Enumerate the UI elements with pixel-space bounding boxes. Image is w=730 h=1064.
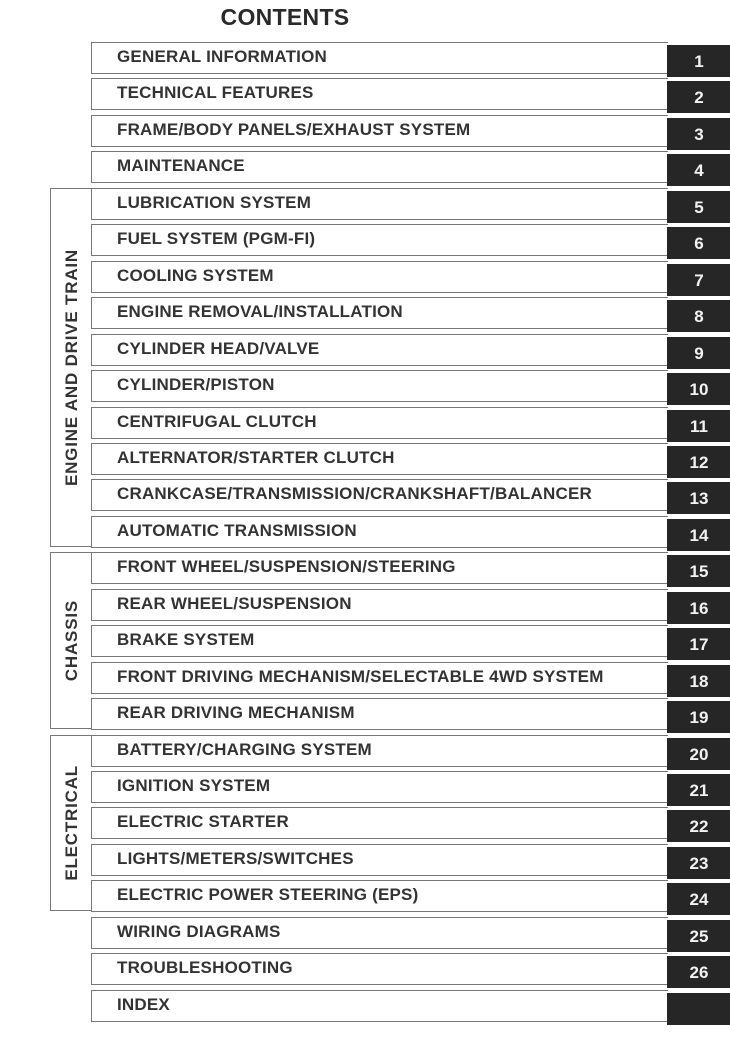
contents-entry[interactable]: [91, 880, 730, 912]
section-tab[interactable]: 3: [667, 118, 730, 150]
entry-label[interactable]: AUTOMATIC TRANSMISSION: [117, 520, 357, 540]
contents-entry[interactable]: [91, 78, 730, 110]
contents-entry[interactable]: [91, 151, 730, 183]
entry-label[interactable]: CENTRIFUGAL CLUTCH: [117, 411, 317, 431]
entry-label[interactable]: ELECTRIC POWER STEERING (EPS): [117, 885, 419, 905]
contents-entry[interactable]: [91, 698, 730, 730]
section-tab[interactable]: 21: [667, 774, 730, 806]
contents-entry[interactable]: [91, 479, 730, 511]
section-tab[interactable]: 25: [667, 920, 730, 952]
section-tab[interactable]: 4: [667, 154, 730, 186]
group-label: ELECTRICAL: [61, 765, 81, 881]
entry-label[interactable]: FRONT WHEEL/SUSPENSION/STEERING: [117, 557, 456, 577]
section-tab[interactable]: 9: [667, 337, 730, 369]
entry-label[interactable]: CYLINDER HEAD/VALVE: [117, 338, 320, 358]
contents-entry[interactable]: [91, 297, 730, 329]
contents-entry[interactable]: [91, 552, 730, 584]
contents-entry[interactable]: [91, 735, 730, 767]
section-tab[interactable]: 7: [667, 264, 730, 296]
section-tab[interactable]: [667, 993, 730, 1025]
contents-entry[interactable]: [91, 807, 730, 839]
contents-entry[interactable]: [91, 188, 730, 220]
contents-entry[interactable]: [91, 407, 730, 439]
entry-label[interactable]: CRANKCASE/TRANSMISSION/CRANKSHAFT/BALANCER: [117, 484, 592, 504]
entry-label[interactable]: BATTERY/CHARGING SYSTEM: [117, 739, 372, 759]
group-label-wrap: [51, 189, 92, 546]
entry-label[interactable]: GENERAL INFORMATION: [117, 47, 327, 66]
entry-label[interactable]: BRAKE SYSTEM: [117, 630, 255, 650]
section-tab[interactable]: 18: [667, 665, 730, 697]
entry-label[interactable]: WIRING DIAGRAMS: [117, 921, 281, 941]
section-tab[interactable]: 24: [667, 883, 730, 915]
contents-entry[interactable]: [91, 662, 730, 694]
section-tab[interactable]: 23: [667, 847, 730, 879]
section-group: [50, 735, 92, 912]
contents-entry[interactable]: [91, 625, 730, 657]
section-group: [50, 188, 92, 547]
page-title: CONTENTS: [220, 4, 350, 30]
entry-label[interactable]: IGNITION SYSTEM: [117, 776, 271, 795]
contents-entry[interactable]: [91, 516, 730, 548]
entry-label[interactable]: TECHNICAL FEATURES: [117, 83, 314, 103]
entry-label[interactable]: TROUBLESHOOTING: [117, 958, 293, 978]
contents-entry[interactable]: [91, 334, 730, 366]
entry-label[interactable]: LIGHTS/METERS/SWITCHES: [117, 848, 354, 868]
section-tab[interactable]: 5: [667, 191, 730, 223]
group-label: CHASSIS: [61, 600, 81, 682]
entry-label[interactable]: CYLINDER/PISTON: [117, 375, 275, 395]
group-label-wrap: [51, 736, 92, 911]
contents-entry[interactable]: [91, 771, 730, 803]
contents-entry[interactable]: [91, 42, 730, 74]
section-tab[interactable]: 19: [667, 701, 730, 733]
section-tab[interactable]: 16: [667, 592, 730, 624]
contents-entry[interactable]: [91, 990, 730, 1022]
entry-label[interactable]: ELECTRIC STARTER: [117, 812, 289, 832]
section-tab[interactable]: 1: [667, 45, 730, 77]
section-tab[interactable]: 20: [667, 738, 730, 770]
entry-label[interactable]: COOLING SYSTEM: [117, 265, 274, 285]
contents-entry[interactable]: [91, 115, 730, 147]
entry-label[interactable]: FUEL SYSTEM (PGM-FI): [117, 229, 316, 249]
section-group: [50, 552, 92, 729]
contents-entry[interactable]: [91, 370, 730, 402]
section-tab[interactable]: 11: [667, 410, 730, 442]
entry-label[interactable]: FRONT DRIVING MECHANISM/SELECTABLE 4WD SYSTEM: [117, 666, 604, 686]
contents-entry[interactable]: [91, 261, 730, 293]
entry-label[interactable]: ALTERNATOR/STARTER CLUTCH: [117, 447, 395, 467]
section-tab[interactable]: 26: [667, 956, 730, 988]
entry-label[interactable]: LUBRICATION SYSTEM: [117, 192, 312, 212]
entry-label[interactable]: ENGINE REMOVAL/INSTALLATION: [117, 302, 403, 322]
entry-label[interactable]: MAINTENANCE: [117, 156, 245, 176]
contents-entry[interactable]: [91, 917, 730, 949]
group-label: ENGINE AND DRIVE TRAIN: [61, 248, 81, 486]
section-tab[interactable]: 22: [667, 810, 730, 842]
entry-label[interactable]: REAR DRIVING MECHANISM: [117, 703, 355, 723]
section-tab[interactable]: 15: [667, 555, 730, 587]
section-tab[interactable]: 14: [667, 519, 730, 551]
contents-entry[interactable]: [91, 589, 730, 621]
contents-entry[interactable]: [91, 224, 730, 256]
group-label-wrap: [51, 553, 92, 728]
contents-entry[interactable]: [91, 953, 730, 985]
entry-label[interactable]: INDEX: [117, 994, 170, 1014]
entry-label[interactable]: FRAME/BODY PANELS/EXHAUST SYSTEM: [117, 119, 471, 139]
entry-label[interactable]: REAR WHEEL/SUSPENSION: [117, 593, 352, 613]
contents-entry[interactable]: [91, 443, 730, 475]
contents-entry[interactable]: [91, 844, 730, 876]
section-tab[interactable]: 10: [667, 373, 730, 405]
section-tab[interactable]: 8: [667, 300, 730, 332]
section-tab[interactable]: 2: [667, 81, 730, 113]
section-tab[interactable]: 6: [667, 227, 730, 259]
section-tab[interactable]: 17: [667, 628, 730, 660]
section-tab[interactable]: 12: [667, 446, 730, 478]
entry-box: [91, 990, 668, 1022]
section-tab[interactable]: 13: [667, 482, 730, 514]
